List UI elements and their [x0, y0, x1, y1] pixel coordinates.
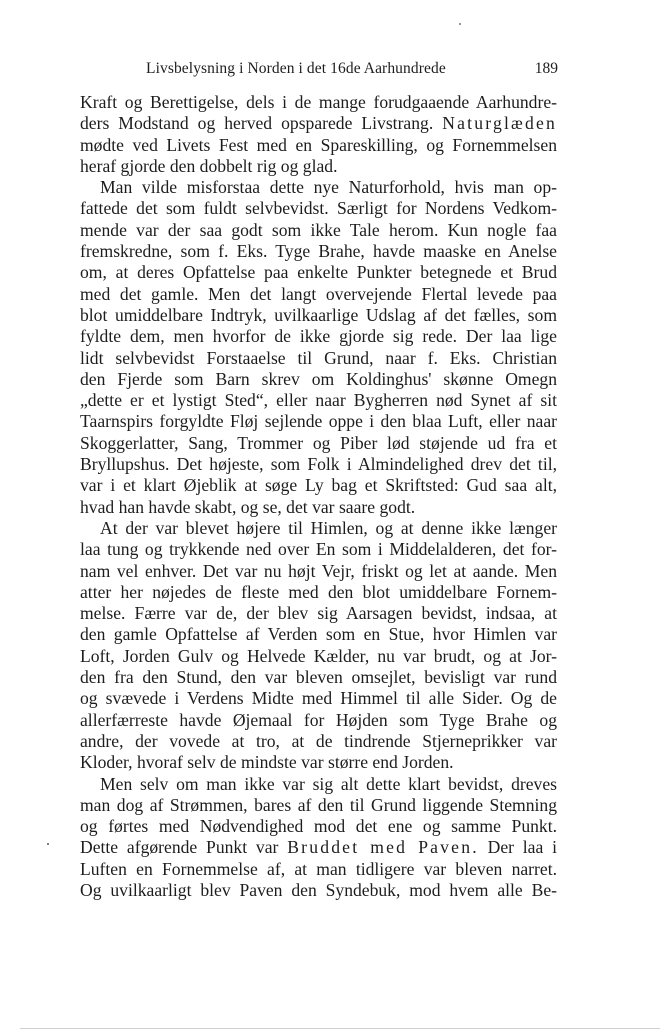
text-line: allerfærreste havde Øjemaal for Højden som Tyge Brahe og	[80, 709, 557, 730]
text-line: fyldte dem, men hvorfor de ikke gjorde sig rede. Der laa lige	[80, 326, 557, 347]
text-line: Kloder, hvoraf selv de mindste var større end Jorden.	[80, 752, 454, 773]
spaced-emphasis: Bruddet med Paven.	[287, 837, 479, 858]
text-line: lidt selvbevidst Forstaaelse til Grund, naar f. Eks. Christian	[80, 347, 557, 368]
text-line: blot umiddelbare Indtryk, uvilkaarlige Udslag af det fælles, som	[80, 304, 557, 325]
text-line: Kraft og Berettigelse, dels i de mange forudgaaende Aarhundre-	[80, 92, 557, 112]
body-text	[80, 92, 557, 901]
text-line: melse. Færre var de, der blev sig Aarsagen bevidst, indsaa, at	[80, 603, 557, 624]
text-line: den gamle Opfattelse af Verden som en Stue, hvor Himlen var	[80, 624, 557, 645]
text-line	[80, 837, 557, 858]
text-line: fattede det som fuldt selvbevidst. Særligt for Nordens Vedkom-	[80, 198, 557, 219]
text-line: heraf gjorde den dobbelt rig og glad.	[80, 155, 338, 176]
text-segment: Der laa i	[487, 837, 557, 858]
running-title: Livsbelysning i Norden i det 16de Aarhundrede	[146, 60, 446, 77]
text-line: At der var blevet højere til Himlen, og at denne ikke længer	[100, 517, 557, 538]
text-line: Men selv om man ikke var sig alt dette klart bevidst, dreves	[100, 773, 557, 794]
scan-edge-line	[20, 1028, 660, 1029]
print-speck	[459, 23, 461, 25]
text-line: og svævede i Verdens Midte med Himmel til alle Sider. Og de	[80, 688, 557, 709]
spaced-emphasis: Naturglæden	[442, 113, 557, 134]
print-speck	[47, 843, 49, 845]
text-line: Bryllupshus. Det højeste, som Folk i Almindelighed drev det til,	[80, 454, 557, 475]
text-line: fremskredne, som f. Eks. Tyge Brahe, havde maaske en Anelse	[80, 241, 557, 262]
text-line: Loft, Jorden Gulv og Helvede Kælder, nu var brudt, og at Jor-	[80, 645, 557, 666]
text-line: Og uvilkaarligt blev Paven den Syndebuk, mod hvem alle Be-	[80, 879, 557, 900]
text-line: om, at deres Opfattelse paa enkelte Punkter betegnede et Brud	[80, 262, 557, 283]
text-line: atter her nøjedes de fleste med den blot umiddelbare Fornem-	[80, 581, 557, 602]
text-segment: ders Modstand og herved opsparede Livstrang.	[80, 113, 434, 134]
text-line: mødte ved Livets Fest med en Spareskilling, og Fornemmelsen	[80, 134, 557, 155]
text-line: den fra den Stund, den var bleven omsejlet, bevisligt var rund	[80, 667, 557, 688]
text-line: mende var der saa godt som ikke Tale herom. Kun nogle faa	[80, 219, 557, 240]
text-line: med det gamle. Men det langt overvejende Flertal levede paa	[80, 283, 557, 304]
text-line: Taarnspirs forgyldte Fløj sejlende oppe i den blaa Luft, eller naar	[80, 411, 557, 432]
text-line: Skoggerlatter, Sang, Trommer og Piber lød støjende ud fra et	[80, 432, 557, 453]
text-line: den Fjerde som Barn skrev om Koldinghus' skønne Omegn	[80, 368, 557, 389]
text-line: Luften en Fornemmelse af, at man tidligere var bleven narret.	[80, 858, 557, 879]
running-header	[88, 60, 558, 84]
page-number: 189	[534, 60, 558, 77]
text-line: hvad han havde skabt, og se, det var saare godt.	[80, 496, 416, 517]
text-line	[80, 113, 557, 134]
text-line: laa tung og trykkende ned over En som i Middelalderen, det for-	[80, 539, 557, 560]
text-line: andre, der vovede at tro, at de tindrende Stjerneprikker var	[80, 730, 557, 751]
text-line: var i et klart Øjeblik at søge Ly bag et Skriftsted: Gud saa alt,	[80, 475, 557, 496]
text-line: man dog af Strømmen, bares af den til Grund liggende Stemning	[80, 794, 557, 815]
text-line: og førtes med Nødvendighed mod det ene og samme Punkt.	[80, 816, 557, 837]
text-segment: Dette afgørende Punkt var	[80, 837, 279, 858]
text-line: Man vilde misforstaa dette nye Naturforhold, hvis man op-	[100, 177, 557, 198]
text-line: „dette er et lystigt Sted“, eller naar Bygherren nød Synet af sit	[80, 390, 557, 411]
text-line: nam vel enhver. Det var nu højt Vejr, friskt og let at aande. Men	[80, 560, 557, 581]
